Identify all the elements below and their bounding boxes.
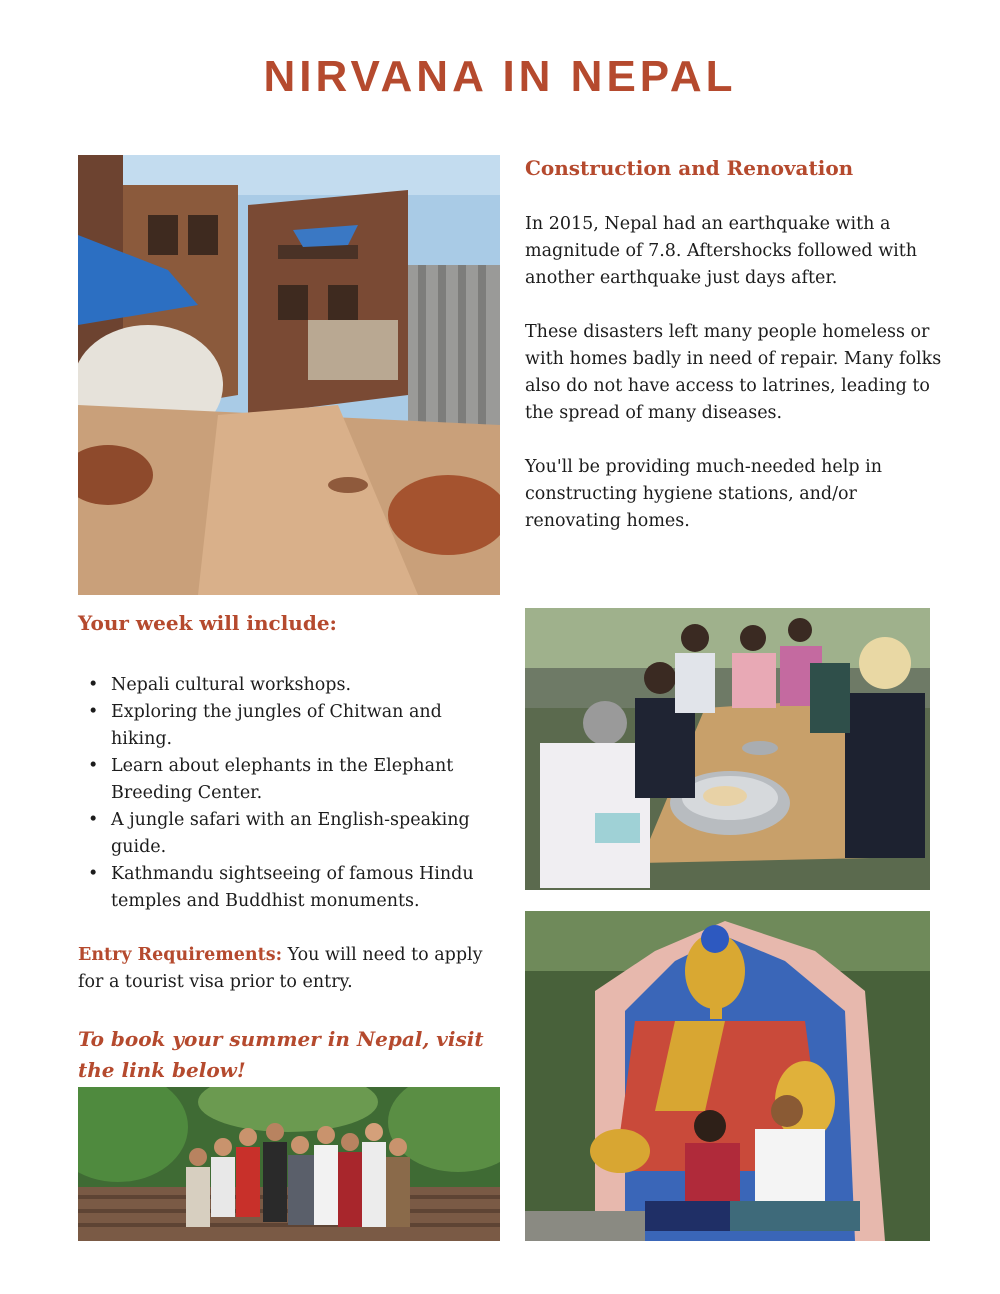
list-item: • Kathmandu sightseeing of famous Hindu temples and Buddhist monuments. bbox=[78, 861, 498, 915]
entry-text: You will need to apply for a tourist visa prior to entry. bbox=[78, 945, 483, 992]
group-photo bbox=[78, 1087, 500, 1241]
list-item: • Nepali cultural workshops. bbox=[78, 672, 498, 699]
street-photo bbox=[78, 155, 500, 595]
entry-label: Entry Requirements: bbox=[78, 945, 283, 965]
list-item: • Exploring the jungles of Chitwan and hiking. bbox=[78, 699, 498, 753]
entry-requirements bbox=[78, 942, 498, 996]
list-item: • A jungle safari with an English-speaking guide. bbox=[78, 807, 498, 861]
week-list bbox=[78, 672, 498, 915]
construction-paragraph: You'll be providing much-needed help in constructing hygiene stations, and/or renovating homes. bbox=[525, 457, 882, 531]
list-item: • Learn about elephants in the Elephant Breeding Center. bbox=[78, 753, 498, 807]
construction-paragraph: In 2015, Nepal had an earthquake with a magnitude of 7.8. Aftershocks followed with another earthquake just days after. bbox=[525, 214, 918, 288]
buddha-statue-photo bbox=[525, 911, 930, 1241]
construction-paragraph: These disasters left many people homeless or with homes badly in need of repair. Many folks also do not have access to latrines, leading to the spread of many diseases. bbox=[525, 322, 942, 423]
page-title: NIRVANA IN NEPAL bbox=[263, 52, 737, 101]
construction-text bbox=[525, 211, 945, 562]
booking-callout: To book your summer in Nepal, visit the link below! bbox=[78, 1027, 484, 1082]
cooking-workshop-photo bbox=[525, 608, 930, 890]
week-heading: Your week will include: bbox=[78, 611, 337, 635]
construction-heading: Construction and Renovation bbox=[525, 156, 854, 180]
